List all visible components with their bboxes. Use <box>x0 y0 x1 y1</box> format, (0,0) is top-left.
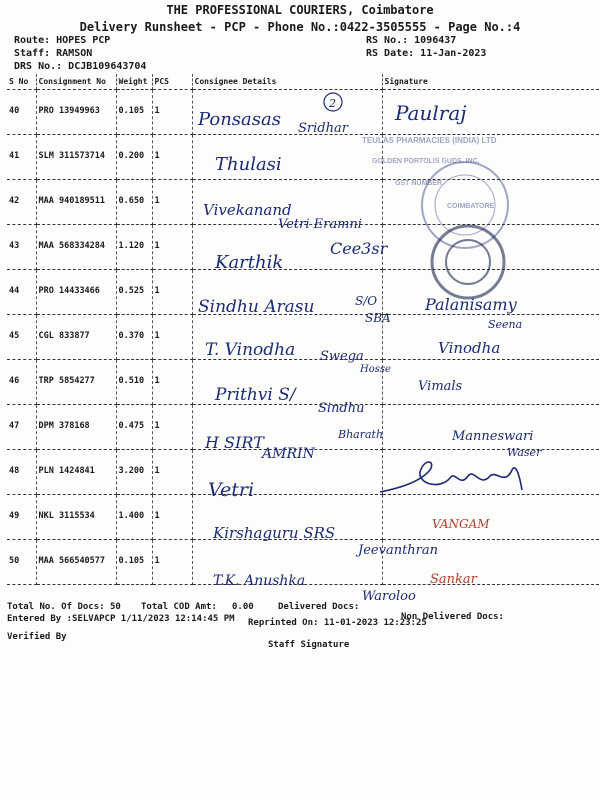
row-sno: 46 <box>7 360 36 405</box>
sig-consignee-40: Ponsasas <box>198 109 281 130</box>
sig-mark2-47: Waser <box>507 446 542 459</box>
col-consignment: Consignment No <box>36 74 116 90</box>
row-consignment: MAA 568334284 <box>36 225 116 270</box>
stamp-line-2: GOLDEN PORTOLIS GUDS, INC. <box>372 158 480 165</box>
row-weight: 0.475 <box>116 405 152 450</box>
sig-mark-40: Paulraj <box>395 101 467 125</box>
sig-consignee-50: T.K. Anushka <box>213 573 306 589</box>
row-sno: 45 <box>7 315 36 360</box>
row-consignment: DPM 378168 <box>36 405 116 450</box>
sig-receiver-47: AMRIN <box>262 446 315 462</box>
row-consignment: TRP 5854277 <box>36 360 116 405</box>
row-pcs: 1 <box>152 180 192 225</box>
sig-extra-44: Seena <box>488 318 523 331</box>
rs-date: RS Date: 11-Jan-2023 <box>366 48 487 59</box>
staff-signature: Staff Signature <box>268 640 350 650</box>
row-consignment: PLN 1424841 <box>36 450 116 495</box>
row-pcs: 1 <box>152 135 192 180</box>
row-consignment: PRO 13949963 <box>36 90 116 135</box>
non-delivered-docs: Non Delivered Docs: <box>401 612 504 622</box>
drs-number: DRS No.: DCJB109643704 <box>14 61 147 72</box>
row-weight: 1.400 <box>116 495 152 540</box>
sig-consignee-49: Kirshaguru SRS <box>213 524 336 542</box>
row-pcs: 1 <box>152 270 192 315</box>
total-cod-label: Total COD Amt: <box>141 602 217 612</box>
delivered-docs: Delivered Docs: <box>278 602 360 612</box>
row-consignment: SLM 311573714 <box>36 135 116 180</box>
row-consignment: PRO 14433466 <box>36 270 116 315</box>
row-weight: 0.105 <box>116 540 152 585</box>
verified-by: Verified By <box>7 632 67 642</box>
col-weight: Weight <box>116 74 152 90</box>
report-subtitle: Delivery Runsheet - PCP - Phone No.:0422-3505555 - Page No.:4 <box>79 20 521 34</box>
sig-receiver-46: Sindhu <box>318 401 365 416</box>
row-consignment: CGL 833877 <box>36 315 116 360</box>
row-weight: 0.105 <box>116 90 152 135</box>
sig-consignee-42: Vivekanand <box>203 201 292 219</box>
row-weight: 0.525 <box>116 270 152 315</box>
sig-so-44: S/O <box>355 294 378 308</box>
sig-consignee-45: T. Vinodha <box>205 340 296 360</box>
row-pcs: 1 <box>152 450 192 495</box>
sig-mark-45: Vinodha <box>438 339 501 357</box>
row-pcs: 1 <box>152 225 192 270</box>
sig-sba-44: SBA <box>365 311 391 325</box>
sig-receiver-50: Waroloo <box>362 589 416 600</box>
row-weight: 0.200 <box>116 135 152 180</box>
row-sno: 42 <box>7 180 36 225</box>
col-pcs: PCS <box>152 74 192 90</box>
row-pcs: 1 <box>152 90 192 135</box>
route-label: Route: HOPES PCP <box>14 35 111 46</box>
stamp-line-1: TEULAS PHARMACIES (INDIA) LTD <box>362 136 497 145</box>
row-sno: 48 <box>7 450 36 495</box>
row-sno: 43 <box>7 225 36 270</box>
sig-receiver-49: Jeevanthran <box>358 543 438 558</box>
sig-consignee-48: Vetri <box>208 479 255 501</box>
sig-scribble-48 <box>380 462 522 492</box>
row-sno: 44 <box>7 270 36 315</box>
row-sno: 40 <box>7 90 36 135</box>
total-cod-value: 0.00 <box>232 602 254 612</box>
row-sno: 47 <box>7 405 36 450</box>
row-weight: 3.200 <box>116 450 152 495</box>
entered-by: Entered By :SELVAPCP 1/11/2023 12:14:45 PM <box>7 614 235 624</box>
row-weight: 0.650 <box>116 180 152 225</box>
sig-mark-46: Vimals <box>418 379 463 394</box>
row-pcs: 1 <box>152 405 192 450</box>
col-sno: S No <box>7 74 36 90</box>
row-pcs: 1 <box>152 360 192 405</box>
rs-number: RS No.: 1096437 <box>366 35 457 46</box>
reprinted-on: Reprinted On: 11-01-2023 12:23:25 <box>248 618 427 628</box>
sig-receiver-40: Sridhar <box>298 121 348 136</box>
sig-consignee-44: Sindhu Arasu <box>198 297 315 317</box>
row-pcs: 1 <box>152 540 192 585</box>
sig-consignee-46: Prithvi S/ <box>215 385 296 405</box>
row-sno: 41 <box>7 135 36 180</box>
sig-receiver-44: Palanisamy <box>425 295 517 314</box>
row-sno: 50 <box>7 540 36 585</box>
row-weight: 0.510 <box>116 360 152 405</box>
sig-circle-40: 2 <box>329 97 336 110</box>
report-title: THE PROFESSIONAL COURIERS, Coimbatore <box>166 3 434 17</box>
sig-receiver-45: Swega <box>320 349 364 364</box>
row-weight: 1.120 <box>116 225 152 270</box>
sig-consignee-43: Karthik <box>215 252 284 273</box>
stamp-line-3: GST NUMBER <box>395 180 443 187</box>
sig-extra-45: Hosse <box>360 364 391 375</box>
row-weight: 0.370 <box>116 315 152 360</box>
row-consignment: MAA 566540577 <box>36 540 116 585</box>
col-consignee: Consignee Details <box>192 74 382 90</box>
sig-receiver-43: Cee3sr <box>330 239 388 258</box>
row-pcs: 1 <box>152 495 192 540</box>
total-docs: Total No. Of Docs: 50 <box>7 602 121 612</box>
sig-receiver-42: Vetri Eramni <box>278 217 362 232</box>
row-sno: 49 <box>7 495 36 540</box>
sig-extra-47: Bharath <box>338 428 384 441</box>
sig-mark-47: Manneswari <box>452 429 534 444</box>
col-signature: Signature <box>382 74 599 90</box>
sig-consignee-41: Thulasi <box>215 154 282 175</box>
row-consignment: NKL 3115534 <box>36 495 116 540</box>
staff-label: Staff: RAMSON <box>14 48 93 59</box>
seal-text: COIMBATORE <box>447 203 495 210</box>
sig-mark-49: VANGAM <box>432 517 490 531</box>
sig-consignee-47: H SIRT <box>205 433 264 452</box>
row-pcs: 1 <box>152 315 192 360</box>
sig-mark-50: Sankar <box>430 572 477 587</box>
row-consignment: MAA 940189511 <box>36 180 116 225</box>
